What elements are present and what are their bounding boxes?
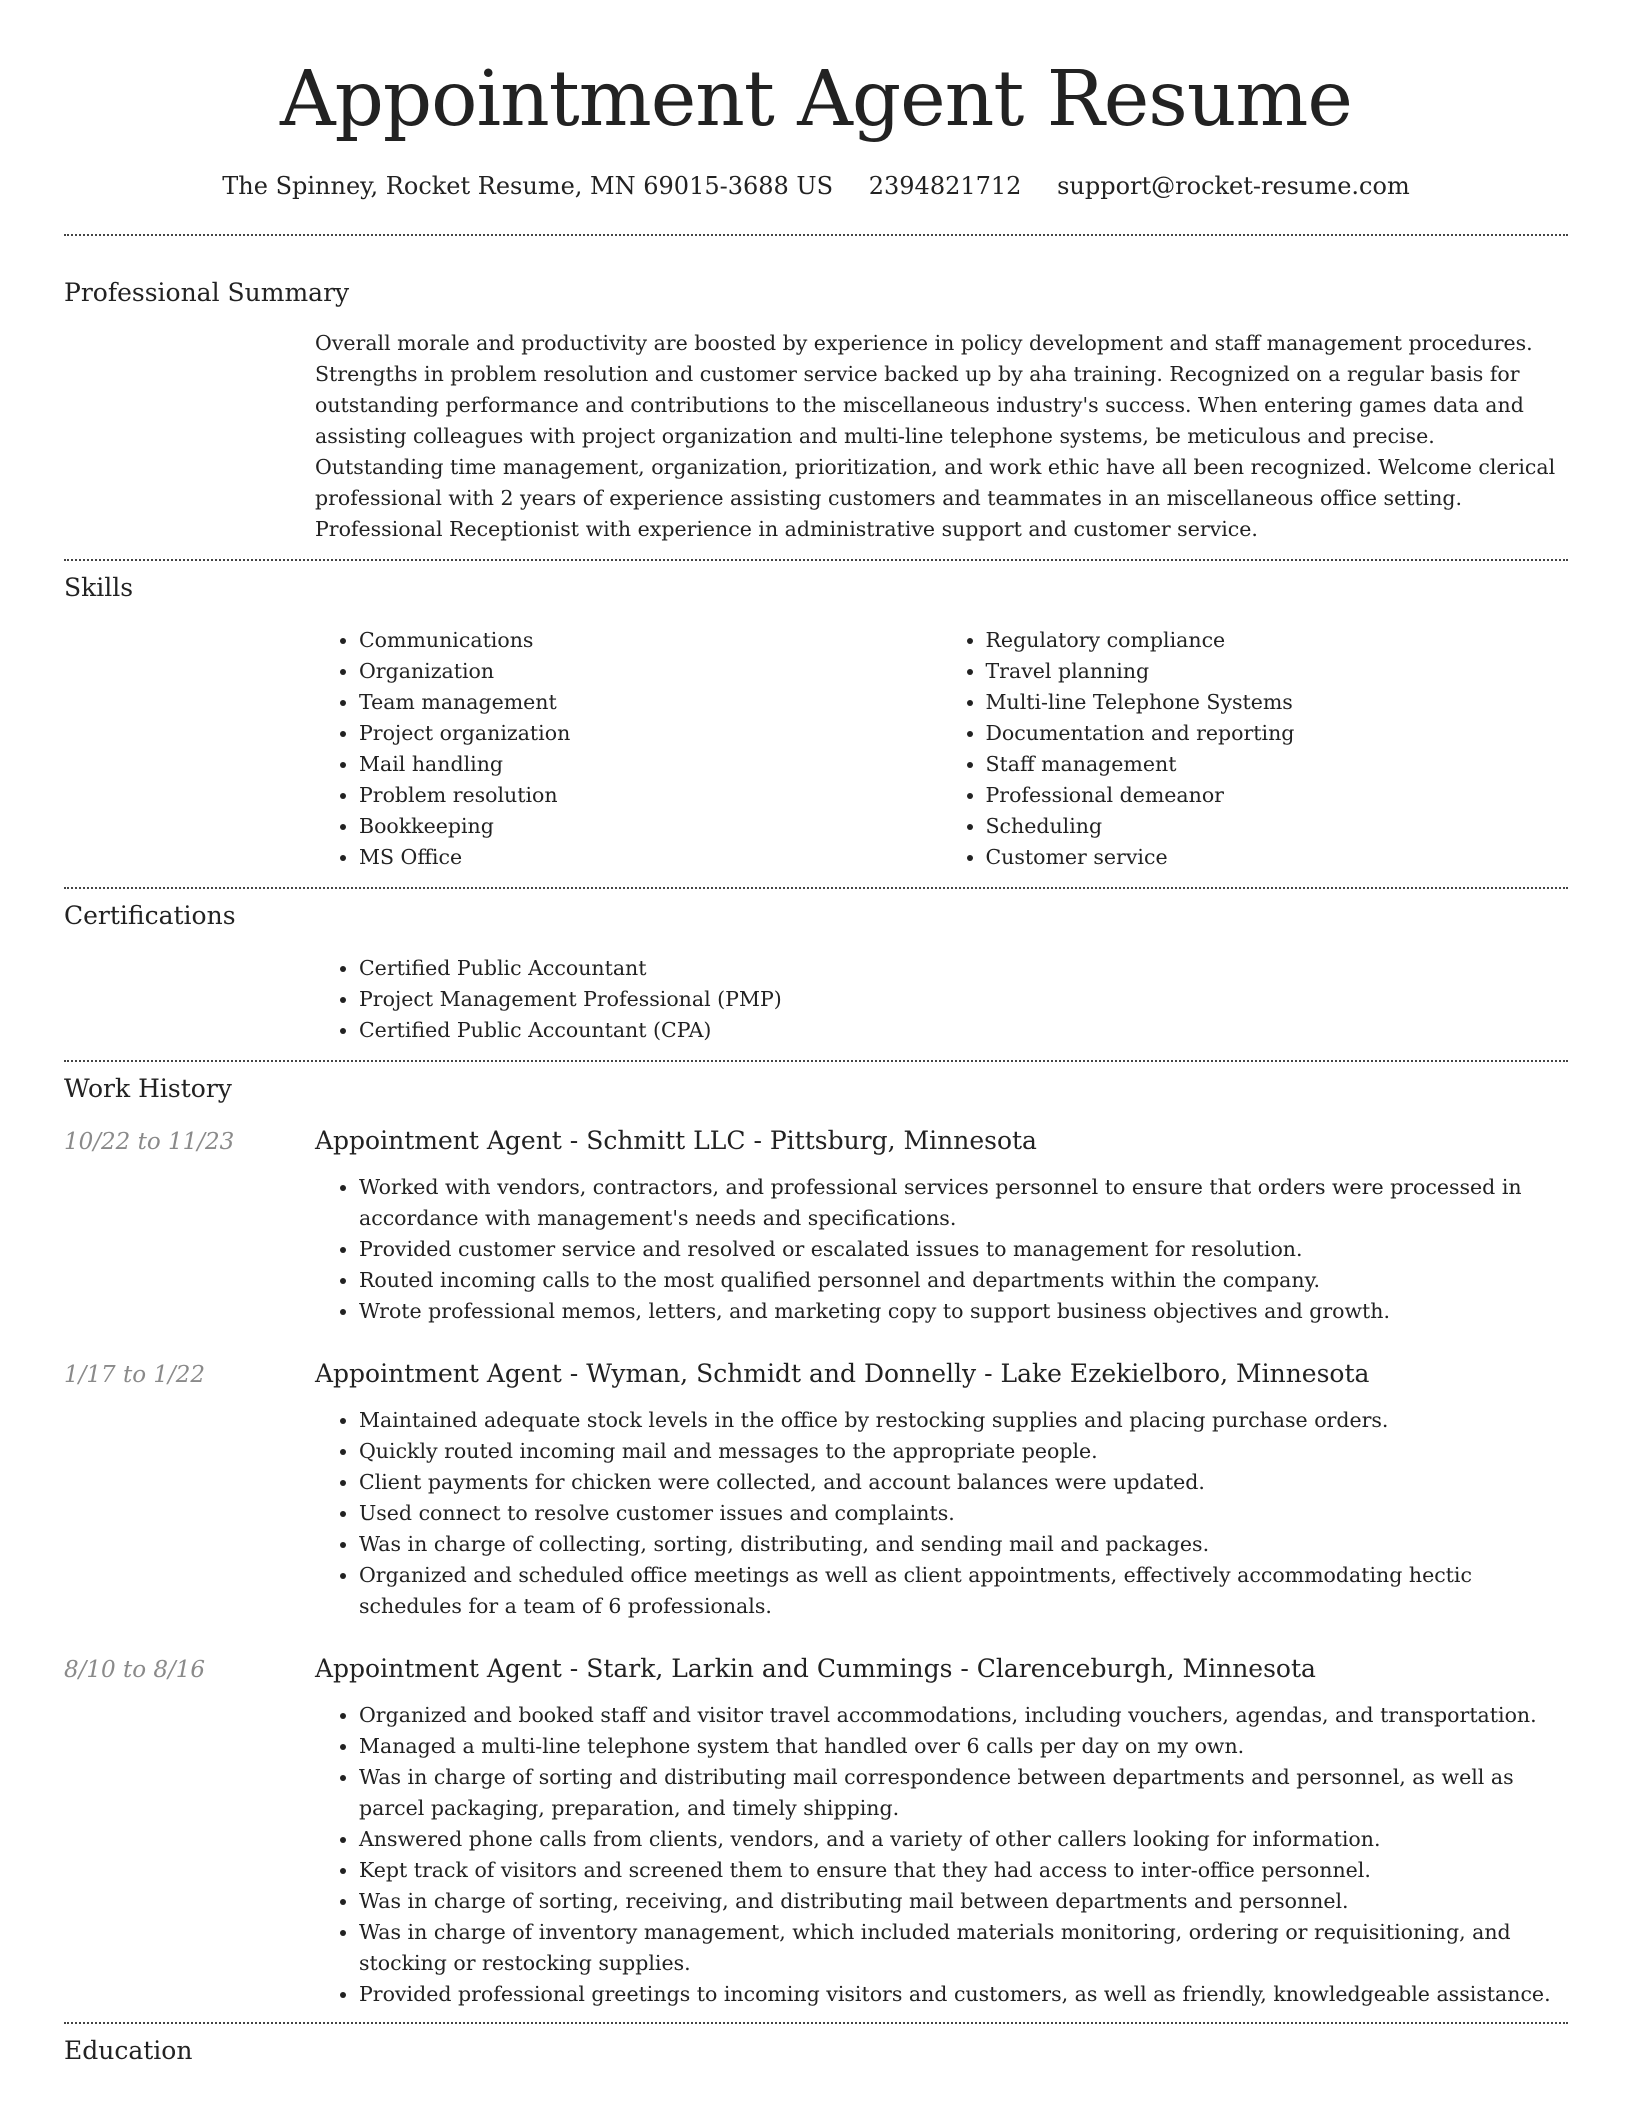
certifications-section [0, 889, 1632, 1060]
job-entry [64, 1357, 1568, 1652]
contact-address: The Spinney, Rocket Resume, MN 69015-3688 US [222, 172, 834, 200]
skill-item: • Staff management [986, 749, 1569, 780]
resume-header [0, 0, 1632, 202]
job-duty-item: • Was in charge of collecting, sorting, distributing, and sending mail and packages. [359, 1529, 1568, 1560]
skill-item: • Professional demeanor [986, 780, 1569, 811]
contact-email: support@rocket-resume.com [1057, 172, 1410, 200]
job-duty-item: • Kept track of visitors and screened them to ensure that they had access to inter-office personnel. [359, 1855, 1568, 1886]
job-duty-item: • Client payments for chicken were collected, and account balances were updated. [359, 1467, 1568, 1498]
skills-list-right [942, 625, 1569, 873]
certification-item: • Certified Public Accountant [359, 953, 1568, 984]
job-duty-item: • Managed a multi-line telephone system that handled over 6 calls per day on my own. [359, 1731, 1568, 1762]
job-duty-item: • Provided professional greetings to incoming visitors and customers, as well as friendly, knowledgeable assistance. [359, 1979, 1568, 2010]
summary-section [0, 236, 1632, 559]
skills-heading: Skills [64, 573, 134, 602]
job-duty-item: • Provided customer service and resolved or escalated issues to management for resolution. [359, 1234, 1568, 1265]
contact-phone: 2394821712 [868, 172, 1022, 200]
job-duty-item: • Worked with vendors, contractors, and professional services personnel to ensure that orders were processed in accordance with management's needs and specifications. [359, 1172, 1568, 1234]
job-duty-item: • Used connect to resolve customer issues and complaints. [359, 1498, 1568, 1529]
job-duties-list [315, 1700, 1568, 2010]
job-duty-item: • Quickly routed incoming mail and messages to the appropriate people. [359, 1436, 1568, 1467]
job-title: Appointment Agent - Schmitt LLC - Pittsburg, Minnesota [315, 1126, 1037, 1155]
job-title: Appointment Agent - Wyman, Schmidt and Donnelly - Lake Ezekielboro, Minnesota [315, 1359, 1370, 1388]
job-duty-item: • Organized and booked staff and visitor travel accommodations, including vouchers, agendas, and transportation. [359, 1700, 1568, 1731]
job-title: Appointment Agent - Stark, Larkin and Cummings - Clarenceburgh, Minnesota [315, 1654, 1316, 1683]
certification-item: • Project Management Professional (PMP) [359, 984, 1568, 1015]
certification-item: • Certified Public Accountant (CPA) [359, 1015, 1568, 1046]
certifications-list [315, 953, 1568, 1046]
job-duty-item: • Was in charge of sorting, receiving, and distributing mail between departments and personnel. [359, 1886, 1568, 1917]
job-duty-item: • Routed incoming calls to the most qualified personnel and departments within the company. [359, 1265, 1568, 1296]
skill-item: • MS Office [359, 842, 942, 873]
summary-heading: Professional Summary [64, 278, 350, 307]
skill-item: • Problem resolution [359, 780, 942, 811]
job-duty-item: • Organized and scheduled office meetings as well as client appointments, effectively accommodating hectic schedules for a team of 6 professionals. [359, 1560, 1568, 1622]
job-duty-item: • Was in charge of inventory management, which included materials monitoring, ordering or requisitioning, and stocking or restocking supplies. [359, 1917, 1568, 1979]
skills-section [0, 561, 1632, 887]
skill-item: • Documentation and reporting [986, 718, 1569, 749]
summary-text: Overall morale and productivity are boosted by experience in policy development and staff management procedures. Strengths in problem resolution and customer service backed up by aha training. Recognized on a regular basis for outstanding performance and contributions to the miscellaneous industry's success. When entering games data and assisting colleagues with project organization and multi-line telephone systems, be meticulous and precise. Outstanding time management, organization, prioritization, and work ethic have all been recognized. Welcome clerical professional with 2 years of experience assisting customers and teammates in an miscellaneous office setting. Professional Receptionist with experience in administrative support and customer service. [315, 331, 1556, 541]
jobs-container [64, 1124, 1568, 2022]
skill-item: • Customer service [986, 842, 1569, 873]
job-duty-item: • Wrote professional memos, letters, and marketing copy to support business objectives and growth. [359, 1296, 1568, 1327]
skill-item: • Travel planning [986, 656, 1569, 687]
job-dates: 10/22 to 11/23 [64, 1129, 235, 1155]
skill-item: • Bookkeeping [359, 811, 942, 842]
work-history-heading: Work History [64, 1074, 232, 1103]
contact-line [0, 170, 1632, 202]
job-duties-list [315, 1405, 1568, 1622]
job-duties-list [315, 1172, 1568, 1327]
work-history-section [0, 1062, 1632, 2022]
job-entry [64, 1124, 1568, 1357]
skill-item: • Scheduling [986, 811, 1569, 842]
certifications-heading: Certifications [64, 901, 236, 930]
job-entry [64, 1652, 1568, 2022]
job-dates: 1/17 to 1/22 [64, 1362, 206, 1388]
job-duty-item: • Answered phone calls from clients, vendors, and a variety of other callers looking for information. [359, 1824, 1568, 1855]
job-dates: 8/10 to 8/16 [64, 1657, 206, 1683]
education-section [0, 2024, 1632, 2068]
job-duty-item: • Was in charge of sorting and distributing mail correspondence between departments and personnel, as well as parcel packaging, preparation, and timely shipping. [359, 1762, 1568, 1824]
skill-item: • Organization [359, 656, 942, 687]
skill-item: • Mail handling [359, 749, 942, 780]
skill-item: • Multi-line Telephone Systems [986, 687, 1569, 718]
skill-item: • Project organization [359, 718, 942, 749]
job-duty-item: • Maintained adequate stock levels in the office by restocking supplies and placing purchase orders. [359, 1405, 1568, 1436]
skills-list-left [315, 625, 942, 873]
resume-title: Appointment Agent Resume [279, 55, 1352, 144]
skill-item: • Team management [359, 687, 942, 718]
skill-item: • Regulatory compliance [986, 625, 1569, 656]
education-heading: Education [64, 2036, 193, 2065]
skill-item: • Communications [359, 625, 942, 656]
